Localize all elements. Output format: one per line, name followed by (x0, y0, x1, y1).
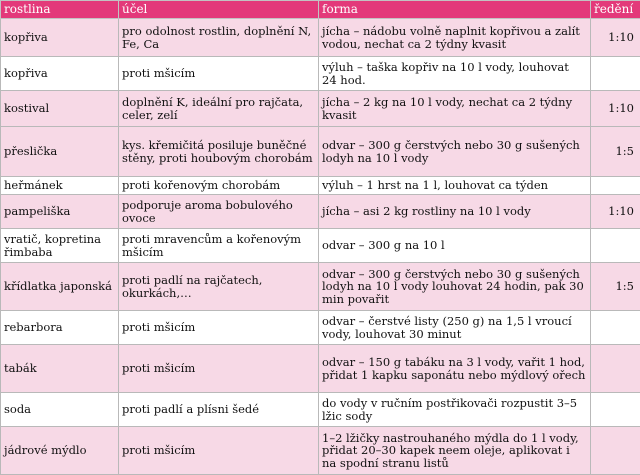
cell-ratio (591, 229, 640, 263)
cell-form: odvar – 150 g tabáku na 3 l vody, vařit 1 hod, přidat 1 kapku saponátu nebo mýdlový ořech (319, 345, 591, 393)
table-row (1, 195, 640, 229)
cell-purpose: podporuje aroma bobulového ovoce (119, 195, 319, 229)
table-row (1, 263, 640, 311)
table-row (1, 311, 640, 345)
cell-purpose: proti mšicím (119, 311, 319, 345)
cell-form: do vody v ručním postřikovači rozpustit 3–5 lžic sody (319, 393, 591, 427)
table-header-row (1, 1, 640, 19)
cell-plant: heřmánek (1, 177, 119, 195)
cell-ratio (591, 427, 640, 475)
cell-ratio: 1:5 (591, 263, 640, 311)
cell-plant: kostival (1, 91, 119, 127)
cell-purpose: proti mšicím (119, 345, 319, 393)
cell-form: jícha – 2 kg na 10 l vody, nechat ca 2 týdny kvasit (319, 91, 591, 127)
cell-form: jícha – asi 2 kg rostliny na 10 l vody (319, 195, 591, 229)
cell-purpose: kys. křemičitá posiluje buněčné stěny, proti houbovým chorobám (119, 127, 319, 177)
cell-purpose: pro odolnost rostlin, doplnění N, Fe, Ca (119, 19, 319, 57)
cell-ratio (591, 177, 640, 195)
table-row (1, 19, 640, 57)
table-row (1, 229, 640, 263)
cell-plant: kopřiva (1, 57, 119, 91)
cell-form: odvar – čerstvé listy (250 g) na 1,5 l vroucí vody, louhovat 30 minut (319, 311, 591, 345)
cell-ratio (591, 311, 640, 345)
cell-form: výluh – 1 hrst na 1 l, louhovat ca týden (319, 177, 591, 195)
header-ratio: ředění (591, 1, 640, 19)
cell-plant: tabák (1, 345, 119, 393)
table-row (1, 393, 640, 427)
cell-plant: vratič, kopretina řimbaba (1, 229, 119, 263)
cell-form: odvar – 300 g čerstvých nebo 30 g sušených lodyh na 10 l vody louhovat 24 hodin, pak 30 min povařit (319, 263, 591, 311)
cell-plant: soda (1, 393, 119, 427)
table-row (1, 127, 640, 177)
table-row (1, 177, 640, 195)
cell-plant: přeslička (1, 127, 119, 177)
cell-ratio: 1:10 (591, 91, 640, 127)
cell-form: odvar – 300 g na 10 l (319, 229, 591, 263)
table-row (1, 427, 640, 475)
cell-ratio: 1:5 (591, 127, 640, 177)
cell-plant: pampeliška (1, 195, 119, 229)
cell-purpose: proti padlí a plísni šedé (119, 393, 319, 427)
cell-form: odvar – 300 g čerstvých nebo 30 g sušených lodyh na 10 l vody (319, 127, 591, 177)
cell-purpose: proti kořenovým chorobám (119, 177, 319, 195)
cell-ratio (591, 57, 640, 91)
cell-form: výluh – taška kopřiv na 10 l vody, louhovat 24 hod. (319, 57, 591, 91)
table-row (1, 91, 640, 127)
header-plant: rostlina (1, 1, 119, 19)
cell-form: 1–2 lžičky nastrouhaného mýdla do 1 l vody, přidat 20–30 kapek neem oleje, aplikovat i na spodní stranu listů (319, 427, 591, 475)
cell-form: jícha – nádobu volně naplnit kopřivou a zalít vodou, nechat ca 2 týdny kvasit (319, 19, 591, 57)
cell-ratio (591, 393, 640, 427)
cell-plant: jádrové mýdlo (1, 427, 119, 475)
header-form: forma (319, 1, 591, 19)
cell-plant: rebarbora (1, 311, 119, 345)
cell-purpose: doplnění K, ideální pro rajčata, celer, zelí (119, 91, 319, 127)
table-row (1, 345, 640, 393)
cell-plant: kopřiva (1, 19, 119, 57)
cell-purpose: proti mravencům a kořenovým mšicím (119, 229, 319, 263)
cell-purpose: proti mšicím (119, 427, 319, 475)
cell-ratio: 1:10 (591, 195, 640, 229)
table-row (1, 57, 640, 91)
cell-purpose: proti mšicím (119, 57, 319, 91)
cell-ratio (591, 345, 640, 393)
cell-purpose: proti padlí na rajčatech, okurkách,… (119, 263, 319, 311)
cell-ratio: 1:10 (591, 19, 640, 57)
cell-plant: křídlatka japonská (1, 263, 119, 311)
header-purpose: účel (119, 1, 319, 19)
